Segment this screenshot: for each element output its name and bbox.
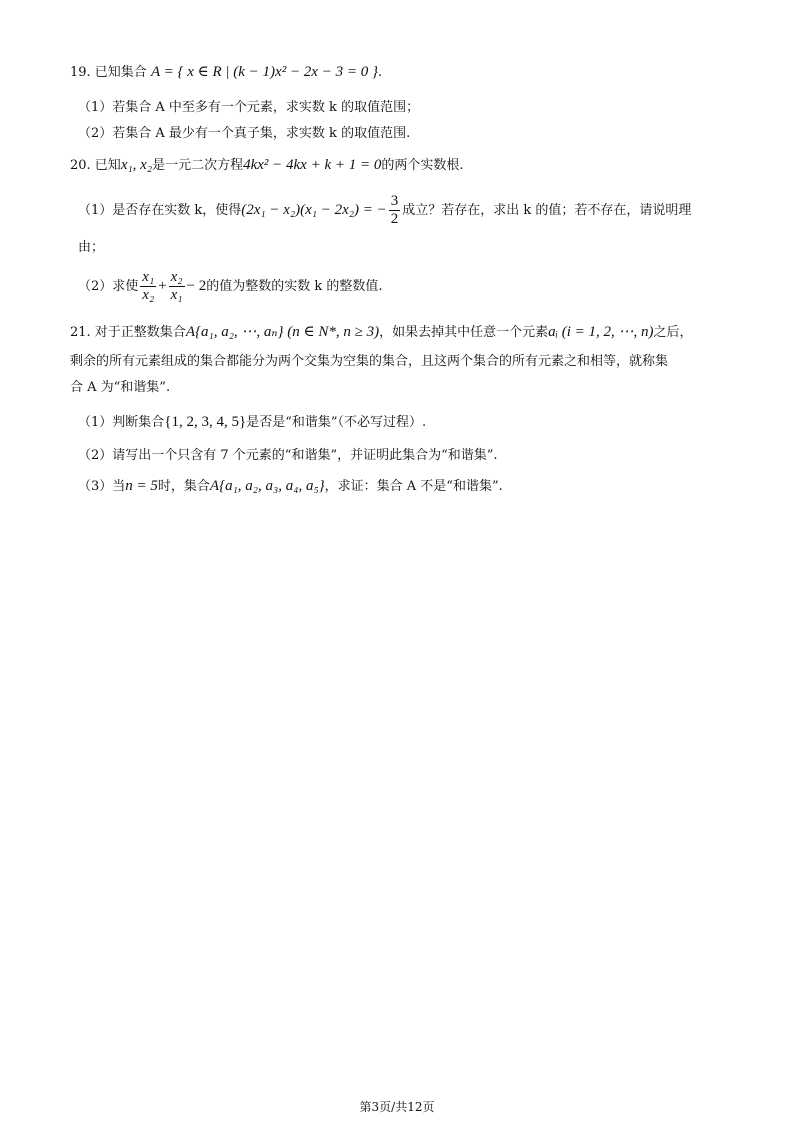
q21-stem	[70, 322, 693, 343]
q21-set-definition: A{a₁, a₂, ⋯, aₙ} (n ∈ N*, n ≥ 3)	[185, 324, 380, 340]
q21-line2: 剩余的所有元素组成的集合都能分为两个交集为空集的集合，且这两个集合的所有元素之和相等，就称集	[70, 354, 669, 369]
q20-fraction1-denominator: x₂	[142, 287, 155, 303]
q21-part3	[78, 476, 503, 497]
q20-part2-plus: +	[158, 278, 167, 294]
q21-part3-set: A{a₁, a₂, a₃, a₄, a₅}	[209, 478, 325, 494]
q21-stem-suffix: 之后，	[653, 325, 693, 340]
q21-part2: （2）请写出一个只含有 7 个元素的“和谐集”，并证明此集合为“和谐集”.	[78, 448, 498, 463]
q20-part1-numerator: 3	[390, 193, 399, 209]
q20-fraction2-denominator: x₁	[170, 287, 183, 303]
q20-part1-continued: 由；	[78, 240, 105, 255]
q21-part3-condition: n = 5	[125, 478, 158, 494]
q20-part1-suffix: 成立？若存在，求出 k 的值；若不存在，请说明理	[402, 203, 692, 218]
q20-stem-suffix: 的两个实数根.	[381, 158, 464, 173]
q20-roots: x₁, x₂	[120, 157, 153, 173]
q21-part3-suffix: ，求证：集合 A 不是“和谐集”.	[324, 479, 503, 494]
q19-part2: （2）若集合 A 最少有一个真子集，求实数 k 的取值范围.	[78, 126, 411, 141]
q21-part1-set: {1, 2, 3, 4, 5}	[164, 414, 247, 430]
q21-part1-suffix: 是否是“和谐集”（不必写过程）.	[246, 415, 427, 430]
q20-stem-mid: 是一元二次方程	[152, 158, 244, 173]
q20-part1-fraction	[389, 193, 401, 228]
q20-part1-denominator: 2	[390, 211, 399, 227]
q20-part2-prefix: （2）求使	[78, 279, 139, 294]
q20-part2-fraction1	[140, 269, 156, 304]
q20-stem	[70, 155, 464, 176]
q20-part1-prefix: （1）是否存在实数 k，使得	[78, 203, 242, 218]
q21-line3: 合 A 为“和谐集”.	[70, 380, 171, 395]
q20-part2-fraction2	[169, 269, 185, 304]
q20-stem-prefix: 20. 已知	[70, 158, 121, 173]
q21-part3-prefix: （3）当	[78, 479, 126, 494]
q21-part3-mid: 时，集合	[157, 479, 210, 494]
q20-part1-expression: (2x₁ − x₂)(x₁ − 2x₂) = −	[241, 202, 387, 218]
q21-part1	[78, 412, 426, 433]
q21-stem-prefix: 21. 对于正整数集合	[70, 325, 186, 340]
q20-equation: 4kx² − 4kx + k + 1 = 0	[243, 157, 382, 173]
q20-fraction2-numerator: x₂	[170, 269, 183, 285]
q21-part1-prefix: （1）判断集合	[78, 415, 165, 430]
q19-stem	[70, 62, 382, 83]
page-footer: 第3页/共12页	[359, 1100, 435, 1114]
q20-part1	[78, 192, 691, 229]
q20-part2-suffix: 的值为整数的实数 k 的整数值.	[206, 279, 383, 294]
q20-part2	[78, 268, 383, 305]
q21-element: aᵢ (i = 1, 2, ⋯, n)	[548, 324, 654, 340]
q19-stem-suffix: .	[377, 65, 383, 80]
q20-part2-minus-two: − 2	[186, 278, 207, 294]
q19-part1: （1）若集合 A 中至多有一个元素，求实数 k 的取值范围；	[78, 100, 420, 115]
q20-fraction1-numerator: x₁	[142, 269, 155, 285]
q19-set-definition: A = { x ∈ R | (k − 1)x² − 2x − 3 = 0 }	[150, 64, 378, 80]
q19-stem-prefix: 19. 已知集合	[70, 65, 151, 80]
q21-stem-mid: ，如果去掉其中任意一个元素	[379, 325, 549, 340]
